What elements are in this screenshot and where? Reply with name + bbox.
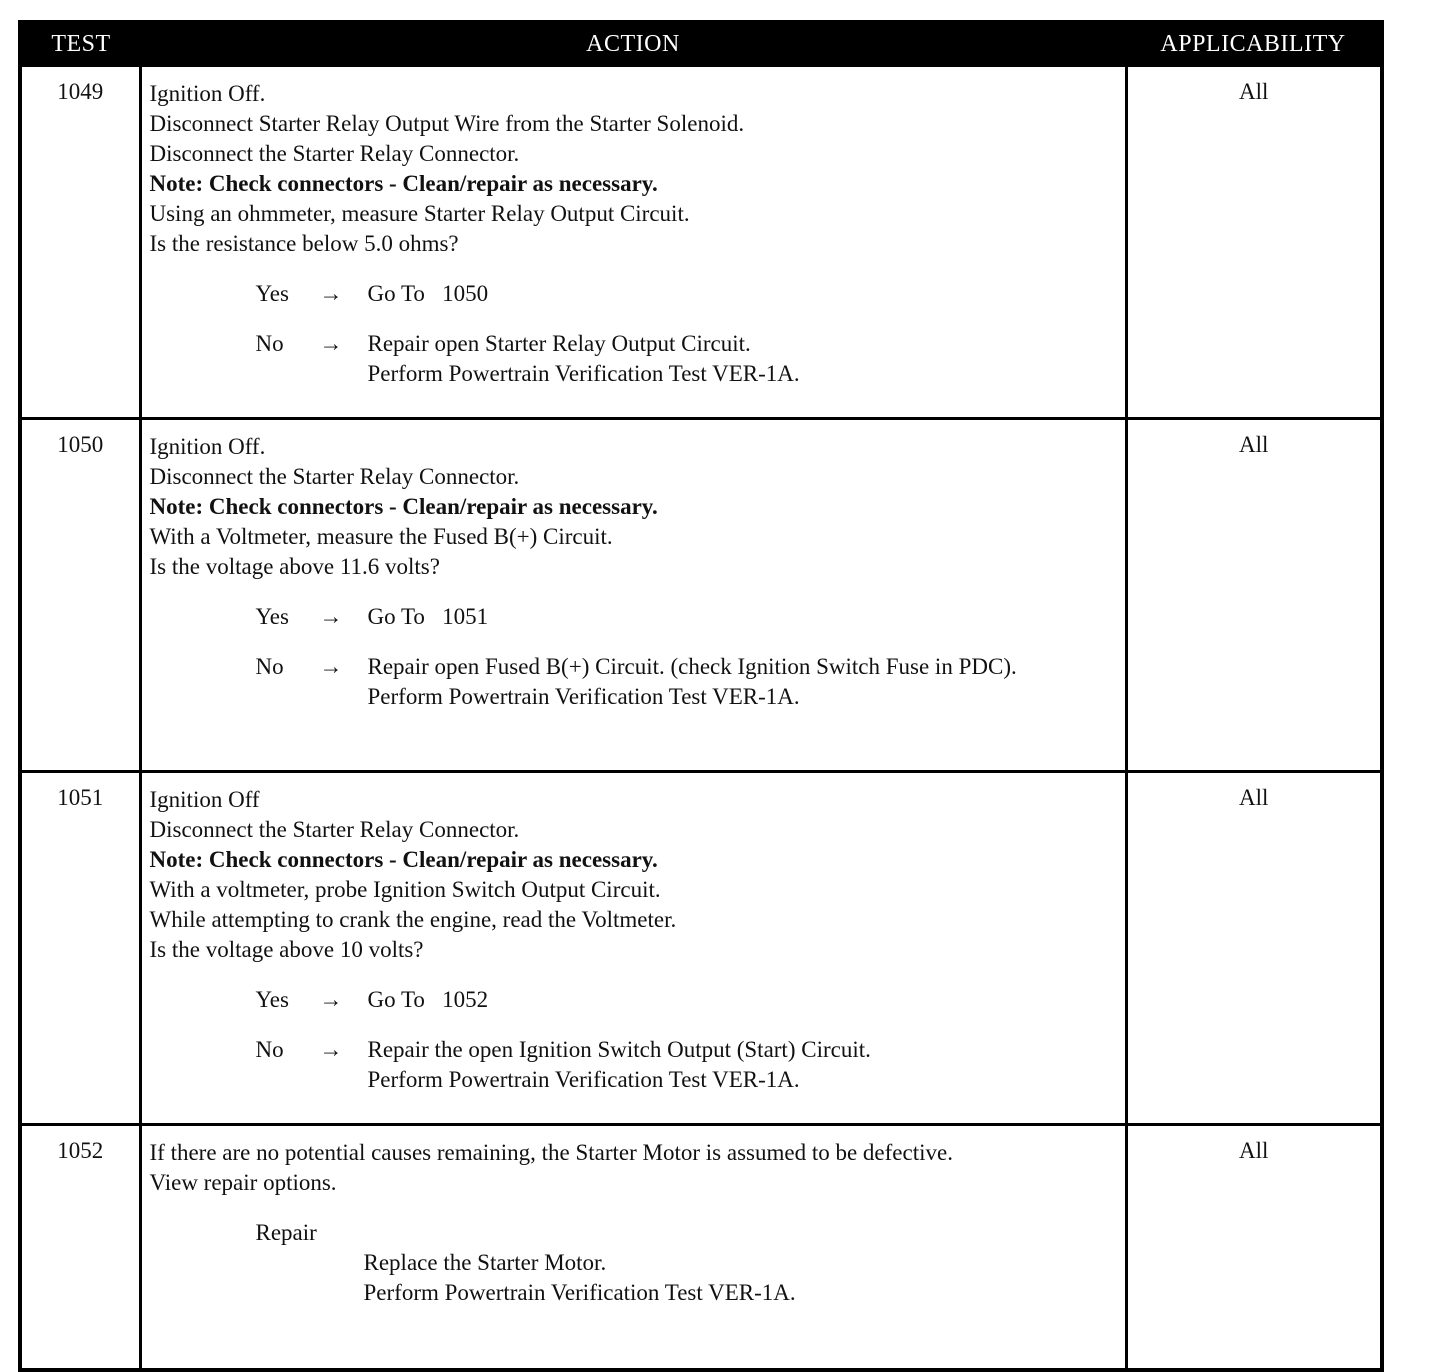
action-step: Ignition Off. bbox=[149, 434, 266, 459]
applicability-value: All bbox=[1126, 66, 1382, 419]
right-arrow-icon: → bbox=[319, 654, 343, 679]
column-header-test: TEST bbox=[20, 22, 140, 66]
table-header-row bbox=[20, 22, 1382, 66]
yes-result: Go To 1050 bbox=[367, 281, 489, 306]
column-header-applicability: APPLICABILITY bbox=[1126, 22, 1382, 66]
no-result bbox=[368, 652, 1117, 712]
right-arrow-icon: → bbox=[319, 281, 343, 306]
action-step: If there are no potential causes remaining, the Starter Motor is assumed to be defective. bbox=[149, 1140, 953, 1165]
right-arrow-icon: → bbox=[319, 604, 343, 629]
table-row-test-1050 bbox=[20, 419, 1382, 772]
action-step: Using an ohmmeter, measure Starter Relay Output Circuit. bbox=[149, 201, 690, 226]
no-branch bbox=[150, 329, 1117, 389]
action-step: With a voltmeter, probe Ignition Switch Output Circuit. bbox=[149, 877, 661, 902]
right-arrow-icon: → bbox=[319, 1037, 343, 1062]
table-row-test-1051 bbox=[20, 772, 1382, 1125]
action-cell bbox=[140, 772, 1126, 1125]
no-result bbox=[368, 1035, 1117, 1095]
action-step: Ignition Off. bbox=[149, 81, 266, 106]
diagnostic-test-table bbox=[18, 20, 1384, 1372]
connector-note: Note: Check connectors - Clean/repair as necessary. bbox=[149, 494, 658, 519]
action-step: Disconnect the Starter Relay Connector. bbox=[149, 141, 520, 166]
action-step: View repair options. bbox=[149, 1170, 337, 1195]
yes-branch bbox=[150, 279, 1117, 309]
repair-options bbox=[150, 1218, 1117, 1308]
action-question: Is the voltage above 10 volts? bbox=[149, 937, 424, 962]
connector-note: Note: Check connectors - Clean/repair as necessary. bbox=[149, 171, 658, 196]
yes-label: Yes bbox=[255, 281, 289, 306]
connector-note: Note: Check connectors - Clean/repair as necessary. bbox=[149, 847, 658, 872]
repair-steps bbox=[364, 1248, 1117, 1308]
no-result-line: Repair the open Ignition Switch Output (Start) Circuit. bbox=[367, 1037, 871, 1062]
right-arrow-icon: → bbox=[319, 987, 343, 1012]
yes-label: Yes bbox=[255, 604, 289, 629]
test-number: 1051 bbox=[20, 772, 140, 1125]
action-step: Disconnect the Starter Relay Connector. bbox=[149, 817, 520, 842]
yes-branch bbox=[150, 602, 1117, 632]
action-step: While attempting to crank the engine, read the Voltmeter. bbox=[149, 907, 677, 932]
table-row-test-1049 bbox=[20, 66, 1382, 419]
test-number: 1049 bbox=[20, 66, 140, 419]
no-result-line: Perform Powertrain Verification Test VER-1A. bbox=[367, 361, 800, 386]
no-result bbox=[368, 329, 1117, 389]
no-branch bbox=[150, 1035, 1117, 1095]
yes-result: Go To 1051 bbox=[367, 604, 489, 629]
action-question: Is the resistance below 5.0 ohms? bbox=[149, 231, 459, 256]
action-question: Is the voltage above 11.6 volts? bbox=[149, 554, 440, 579]
no-label: No bbox=[255, 1037, 284, 1062]
repair-step: Replace the Starter Motor. bbox=[363, 1250, 607, 1275]
no-result-line: Repair open Fused B(+) Circuit. (check Ignition Switch Fuse in PDC). bbox=[367, 654, 1017, 679]
table-row-test-1052 bbox=[20, 1125, 1382, 1371]
action-step: Ignition Off bbox=[149, 787, 260, 812]
applicability-value: All bbox=[1126, 1125, 1382, 1371]
yes-branch bbox=[150, 985, 1117, 1015]
test-number: 1052 bbox=[20, 1125, 140, 1371]
action-step: With a Voltmeter, measure the Fused B(+) Circuit. bbox=[149, 524, 613, 549]
no-result-line: Repair open Starter Relay Output Circuit. bbox=[367, 331, 751, 356]
action-cell bbox=[140, 66, 1126, 419]
no-label: No bbox=[255, 654, 284, 679]
yes-result: Go To 1052 bbox=[367, 987, 489, 1012]
applicability-value: All bbox=[1126, 772, 1382, 1125]
action-cell bbox=[140, 1125, 1126, 1371]
action-cell bbox=[140, 419, 1126, 772]
no-branch bbox=[150, 652, 1117, 712]
action-step: Disconnect the Starter Relay Connector. bbox=[149, 464, 520, 489]
right-arrow-icon: → bbox=[319, 331, 343, 356]
action-step: Disconnect Starter Relay Output Wire from the Starter Solenoid. bbox=[149, 111, 745, 136]
diagnostic-procedure-page bbox=[18, 20, 1380, 1372]
no-result-line: Perform Powertrain Verification Test VER-1A. bbox=[367, 1067, 800, 1092]
applicability-value: All bbox=[1126, 419, 1382, 772]
repair-label: Repair bbox=[255, 1220, 317, 1245]
yes-label: Yes bbox=[255, 987, 289, 1012]
column-header-action: ACTION bbox=[140, 22, 1126, 66]
no-result-line: Perform Powertrain Verification Test VER-1A. bbox=[367, 684, 800, 709]
repair-step: Perform Powertrain Verification Test VER-1A. bbox=[363, 1280, 796, 1305]
no-label: No bbox=[255, 331, 284, 356]
test-number: 1050 bbox=[20, 419, 140, 772]
